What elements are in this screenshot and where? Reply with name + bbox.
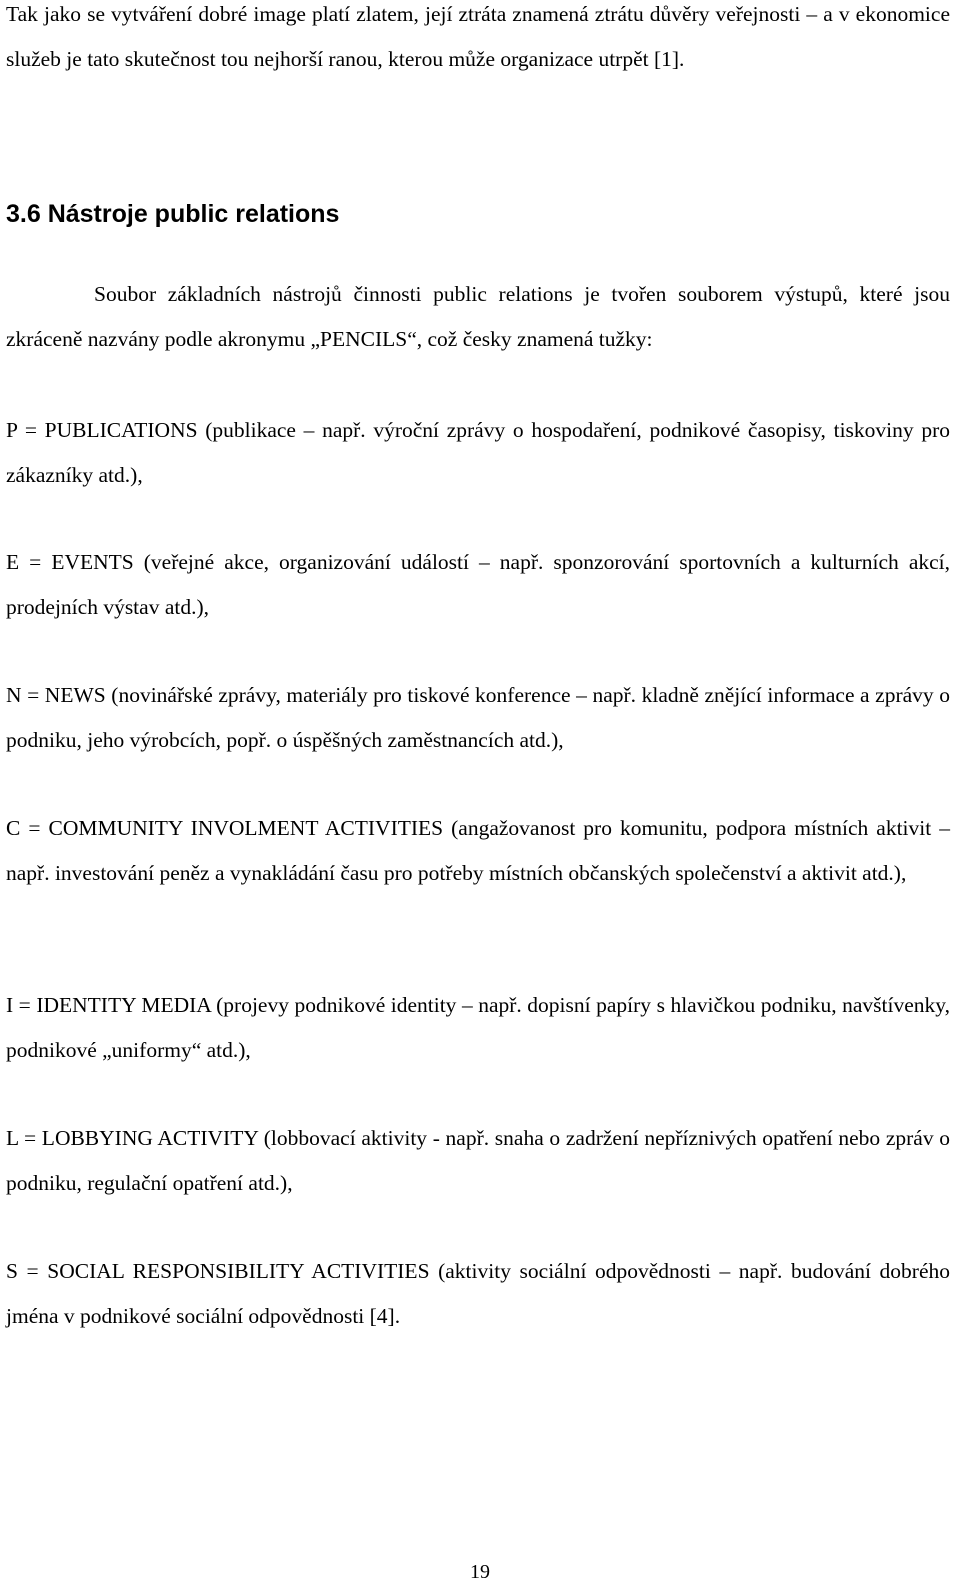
- list-item-identity-media: I = IDENTITY MEDIA (projevy podnikové identity – např. dopisní papíry s hlavičkou podniku, navštívenky, podnikové „uniformy“ atd.),: [6, 993, 950, 1062]
- lead-paragraph: Soubor základních nástrojů činnosti public relations je tvořen souborem výstupů, které jsou zkráceně nazvány podle akronymu „PENCILS“, což česky znamená tužky:: [6, 282, 950, 351]
- list-item-events: E = EVENTS (veřejné akce, organizování událostí – např. sponzorování sportovních a kulturních akcí, prodejních výstav atd.),: [6, 550, 950, 619]
- list-item-social-responsibility: S = SOCIAL RESPONSIBILITY ACTIVITIES (aktivity sociální odpovědnosti – např. budování dobrého jména v podnikové sociální odpovědnosti [4].: [6, 1259, 950, 1328]
- page-number: 19: [470, 1561, 490, 1583]
- list-item-publications: P = PUBLICATIONS (publikace – např. výroční zprávy o hospodaření, podnikové časopisy, tiskoviny pro zákazníky atd.),: [6, 418, 950, 487]
- list-item-news: N = NEWS (novinářské zprávy, materiály pro tiskové konference – např. kladně znějící informace a zprávy o podniku, jeho výrobcích, popř. o úspěšných zaměstnancích atd.),: [6, 683, 950, 752]
- list-item-community-involvement: C = COMMUNITY INVOLMENT ACTIVITIES (angažovanost pro komunitu, podpora místních aktivit – např. investování peněz a vynakládání času pro potřeby místních občanských společenství a aktivit atd.),: [6, 816, 950, 885]
- intro-paragraph: Tak jako se vytváření dobré image platí zlatem, její ztráta znamená ztrátu důvěry veřejnosti – a v ekonomice služeb je tato skutečnost tou nejhorší ranou, kterou může organizace utrpět [1].: [6, 2, 950, 71]
- section-heading: 3.6 Nástroje public relations: [6, 200, 340, 228]
- list-item-lobbying-activity: L = LOBBYING ACTIVITY (lobbovací aktivity - např. snaha o zadržení nepříznivých opatření nebo zpráv o podniku, regulační opatření atd.),: [6, 1126, 950, 1195]
